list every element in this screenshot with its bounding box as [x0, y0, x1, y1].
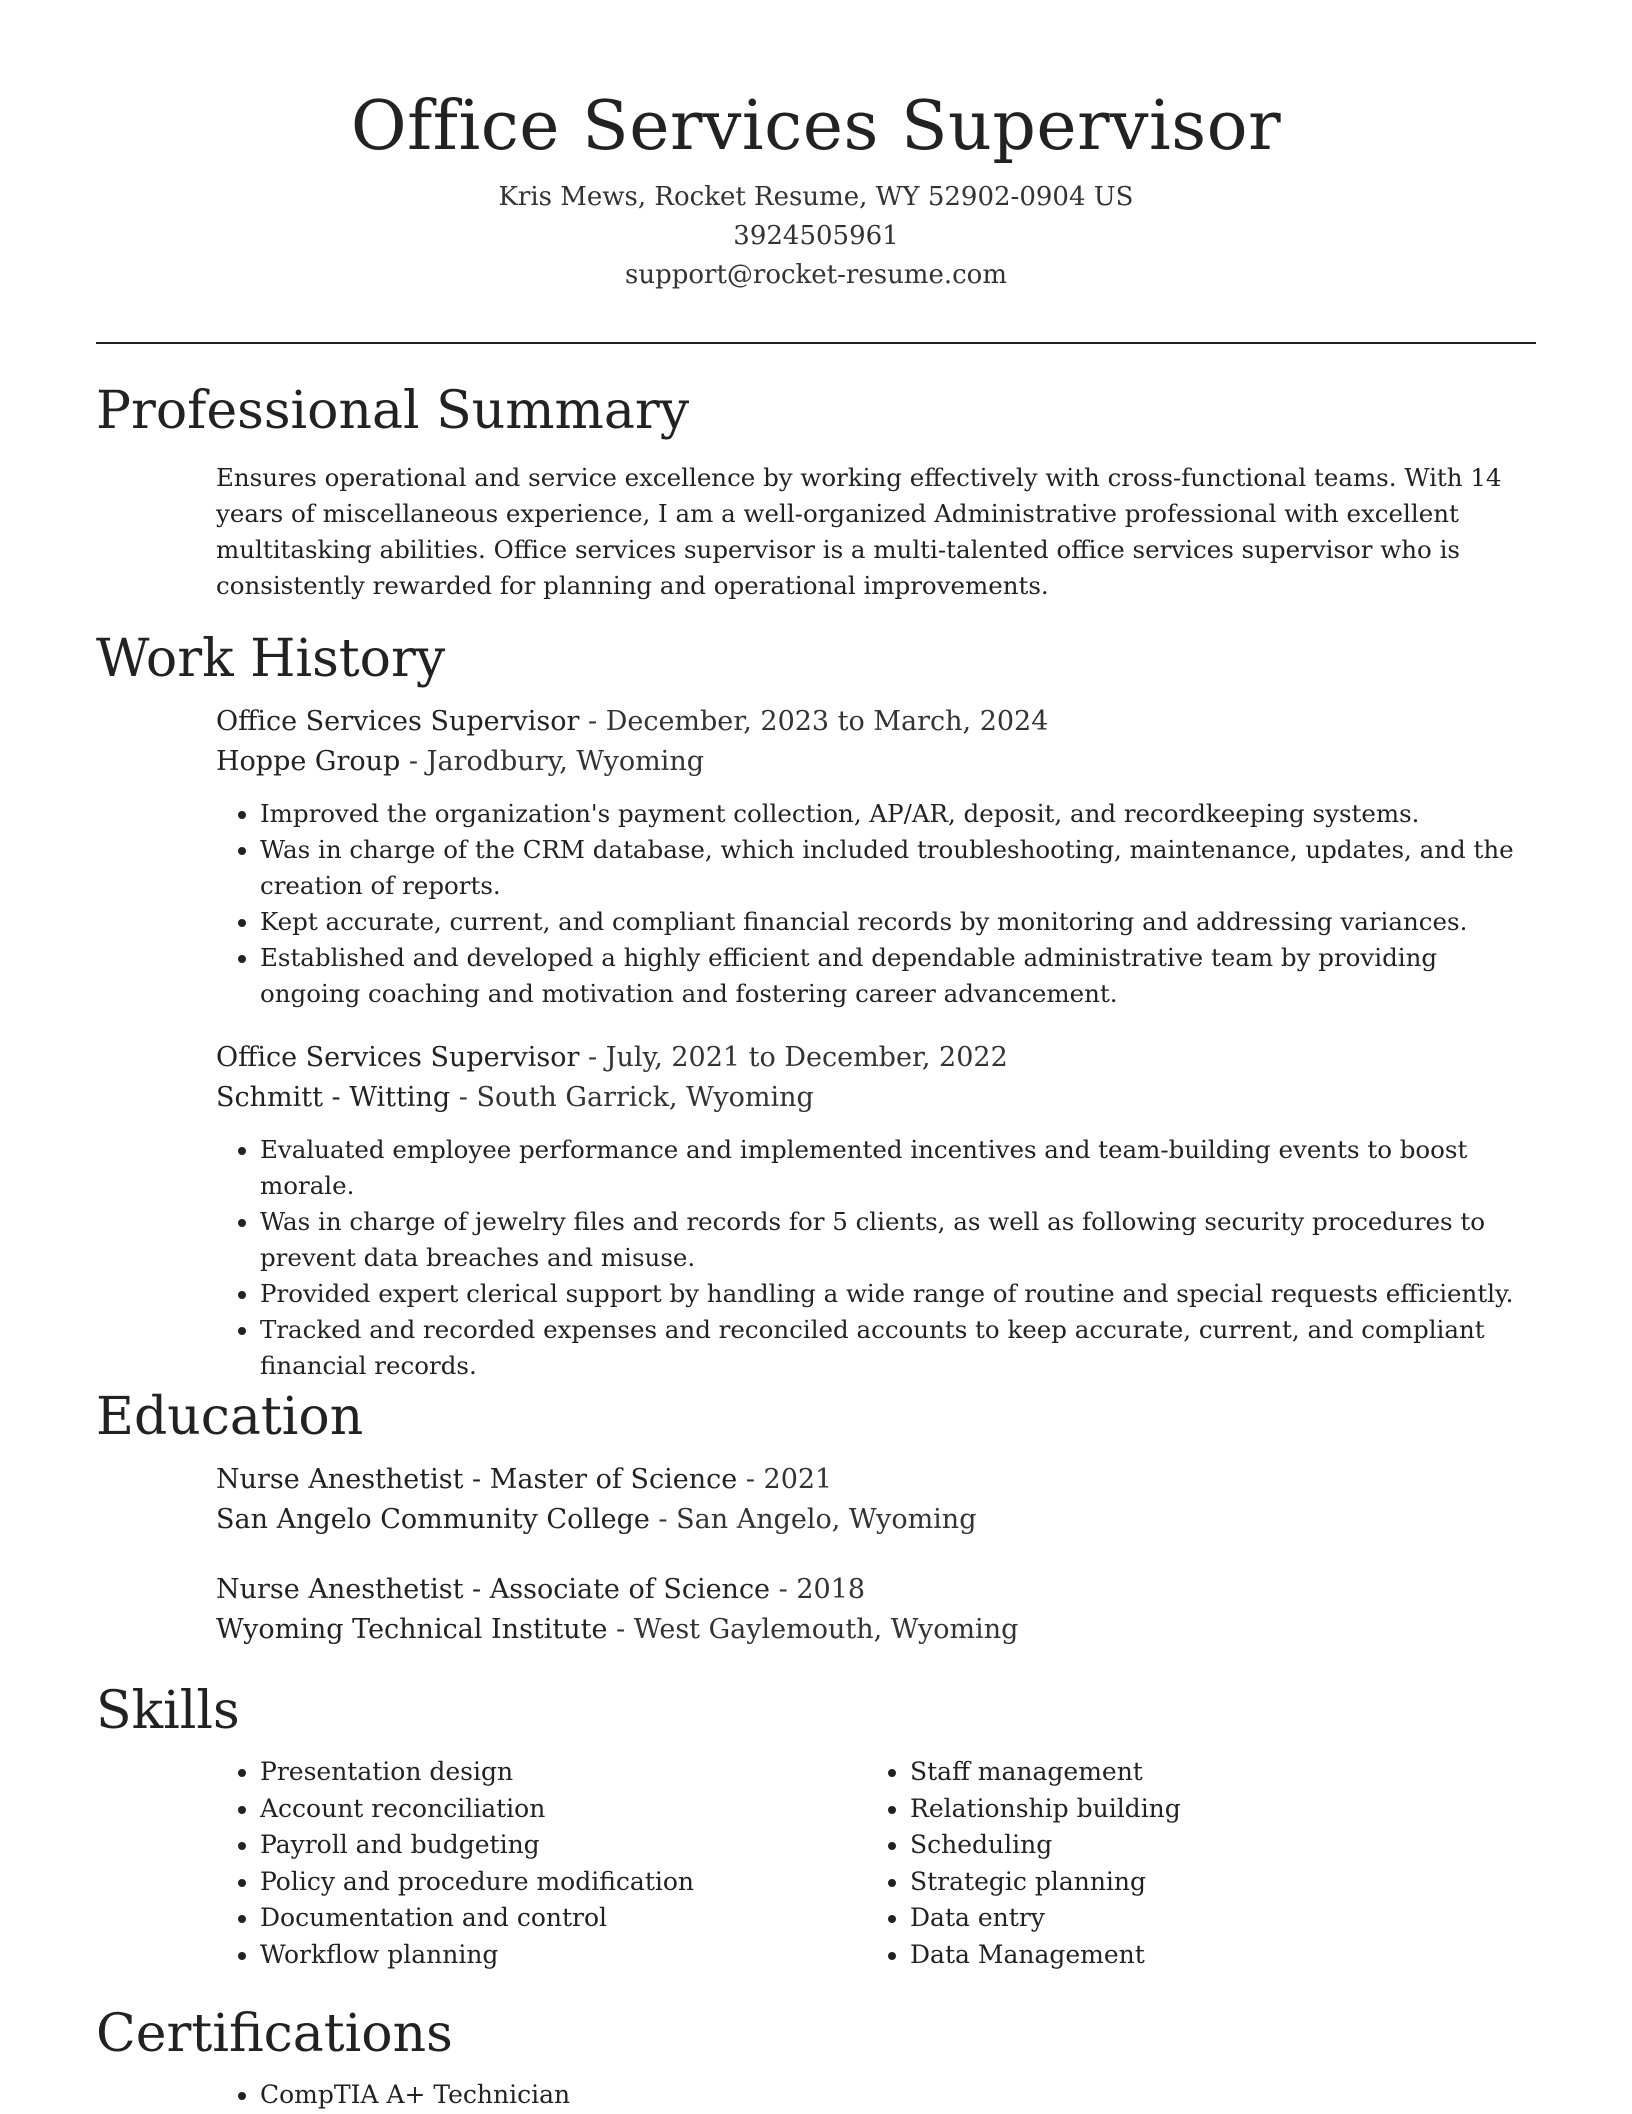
skill-item: • Data entry	[910, 1900, 1516, 1937]
education-entry	[216, 1570, 1536, 1650]
education-degree: Nurse Anesthetist - Master of Science	[216, 1464, 738, 1495]
job-bullet: • Provided expert clerical support by handling a wide range of routine and special requests efficiently.	[260, 1276, 1536, 1312]
job-bullets	[216, 796, 1536, 1012]
resume-header	[0, 0, 1632, 295]
skill-item: • Scheduling	[910, 1827, 1516, 1864]
education-school-line	[216, 1610, 1536, 1650]
job-company-line	[216, 1078, 1536, 1118]
job-title-line	[216, 702, 1536, 742]
education-degree-line	[216, 1460, 1536, 1500]
job-dates: - December, 2023 to March, 2024	[579, 706, 1049, 737]
job-dates: - July, 2021 to December, 2022	[579, 1042, 1008, 1073]
job-bullet: • Established and developed a highly efficient and dependable administrative team by providing ongoing coaching and motivation and fostering career advancement.	[260, 940, 1536, 1012]
skill-item: • Account reconciliation	[260, 1791, 866, 1828]
job-title: Office Services Supervisor	[216, 706, 580, 737]
work-history-heading: Work History	[96, 629, 446, 689]
job-bullet: • Improved the organization's payment collection, AP/AR, deposit, and recordkeeping systems.	[260, 796, 1536, 832]
job-bullets	[216, 1132, 1536, 1384]
job-company: Hoppe Group	[216, 746, 401, 777]
skills-heading: Skills	[96, 1681, 240, 1741]
job-location: - Jarodbury, Wyoming	[400, 746, 704, 777]
contact-block	[0, 178, 1632, 295]
education-location: - San Angelo, Wyoming	[649, 1504, 977, 1535]
education-school: San Angelo Community College	[216, 1504, 650, 1535]
job-entry	[216, 1038, 1536, 1384]
education-degree: Nurse Anesthetist - Associate of Science	[216, 1574, 771, 1605]
summary-heading: Professional Summary	[96, 381, 690, 441]
job-title: Office Services Supervisor	[216, 1042, 580, 1073]
education-entry	[216, 1460, 1536, 1540]
education-year: - 2021	[737, 1464, 833, 1495]
skill-item: • Payroll and budgeting	[260, 1827, 866, 1864]
education-heading: Education	[96, 1387, 364, 1447]
job-bullet: • Was in charge of jewelry files and records for 5 clients, as well as following security procedures to prevent data breaches and misuse.	[260, 1204, 1536, 1276]
job-bullet: • Evaluated employee performance and implemented incentives and team-building events to boost morale.	[260, 1132, 1536, 1204]
certifications-columns	[216, 2077, 1536, 2114]
education-degree-line	[216, 1570, 1536, 1610]
skills-columns	[216, 1754, 1536, 1973]
contact-email: support@rocket-resume.com	[624, 260, 1007, 290]
skills-list-right	[866, 1754, 1516, 1973]
skill-item: • Relationship building	[910, 1791, 1516, 1828]
education-year: - 2018	[770, 1574, 866, 1605]
job-company: Schmitt - Witting	[216, 1082, 451, 1113]
skill-item: • Workflow planning	[260, 1937, 866, 1974]
job-bullet: • Was in charge of the CRM database, which included troubleshooting, maintenance, updates, and the creation of reports.	[260, 832, 1536, 904]
job-bullet: • Kept accurate, current, and compliant financial records by monitoring and addressing variances.	[260, 904, 1536, 940]
job-title-line	[216, 1038, 1536, 1078]
contact-phone: 3924505961	[733, 221, 899, 251]
summary-text: Ensures operational and service excellence by working effectively with cross-functional teams. With 14 years of miscellaneous experience, I am a well-organized Administrative professional with excellent multitasking abilities. Office services supervisor is a multi-talented office services supervisor who is consistently rewarded for planning and operational improvements.	[216, 463, 1502, 600]
job-entry	[216, 702, 1536, 1012]
contact-address: Kris Mews, Rocket Resume, WY 52902-0904 US	[498, 182, 1134, 212]
skill-item: • Documentation and control	[260, 1900, 866, 1937]
work-history-section	[96, 628, 1536, 1384]
skill-item: • Strategic planning	[910, 1864, 1516, 1901]
education-location: - West Gaylemouth, Wyoming	[607, 1614, 1019, 1645]
skills-list-left	[216, 1754, 866, 1973]
skill-item: • Policy and procedure modification	[260, 1864, 866, 1901]
certifications-list	[216, 2077, 866, 2114]
page-title: Office Services Supervisor	[350, 87, 1282, 166]
skills-section	[96, 1680, 1536, 1973]
skill-item: • Data Management	[910, 1937, 1516, 1974]
job-company-line	[216, 742, 1536, 782]
skill-item: • Staff management	[910, 1754, 1516, 1791]
education-section	[96, 1386, 1536, 1650]
job-bullet: • Tracked and recorded expenses and reconciled accounts to keep accurate, current, and compliant financial records.	[260, 1312, 1536, 1384]
education-school: Wyoming Technical Institute	[216, 1614, 608, 1645]
skill-item: • Presentation design	[260, 1754, 866, 1791]
job-location: - South Garrick, Wyoming	[450, 1082, 814, 1113]
summary-section	[96, 380, 1536, 604]
certification-item: • CompTIA A+ Technician	[260, 2077, 866, 2114]
certifications-heading: Certifications	[96, 2004, 453, 2064]
header-divider	[96, 342, 1536, 344]
education-school-line	[216, 1500, 1536, 1540]
certifications-section	[96, 2003, 1536, 2114]
